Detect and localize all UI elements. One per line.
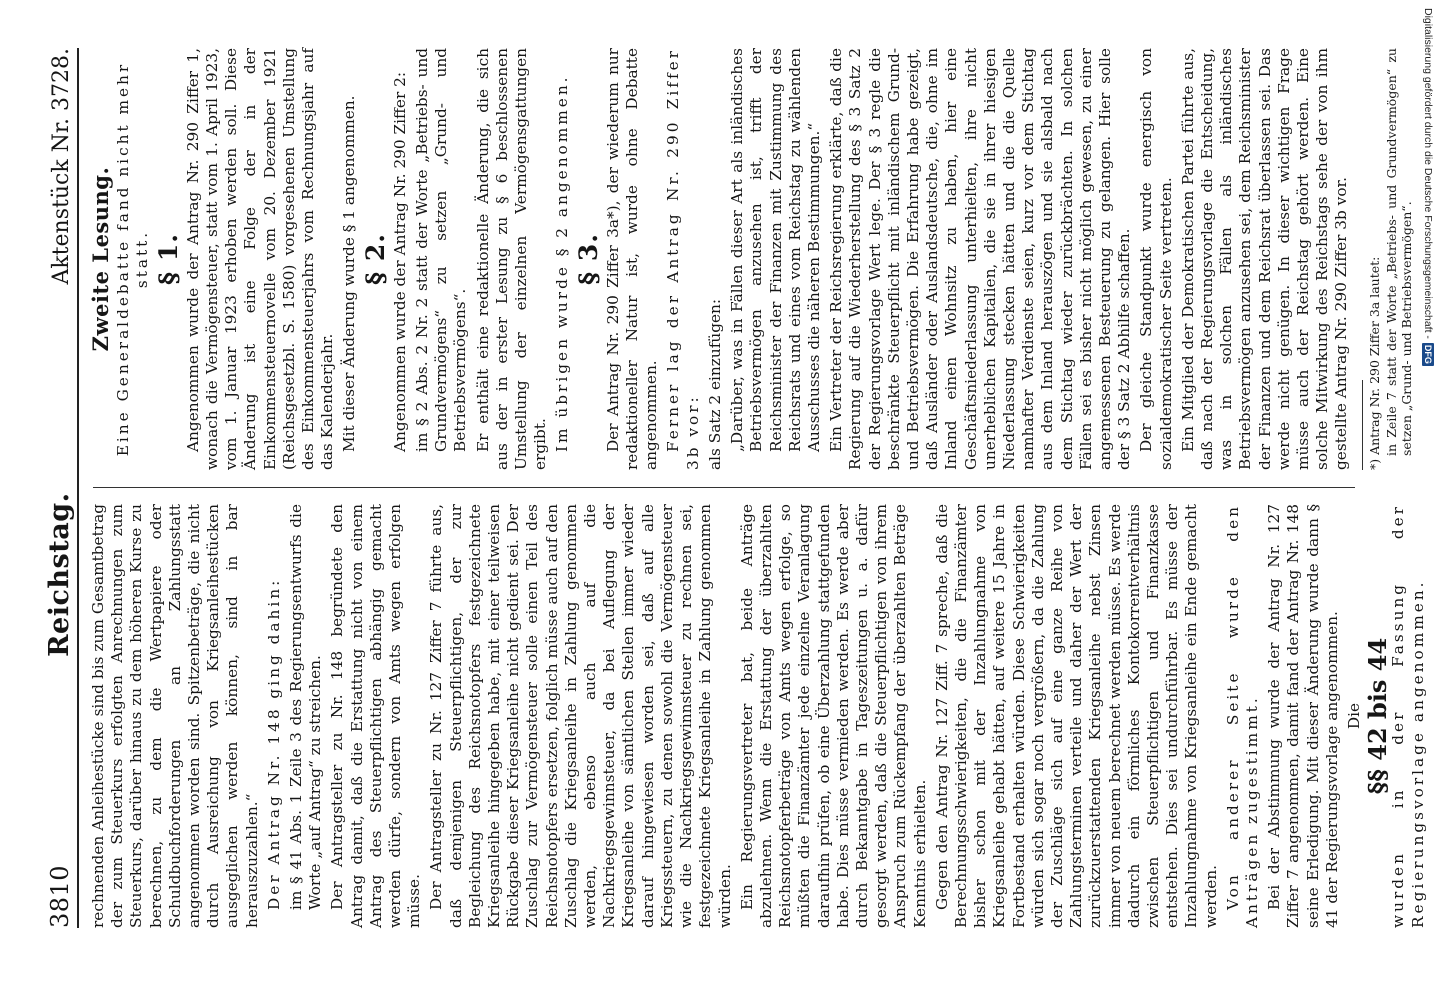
footnote-line: *) Antrag Nr. 290 Ziffer 3a lautet: — [1366, 256, 1382, 470]
running-title: Reichstag. — [44, 492, 75, 657]
paragraph: Im übrigen wurde § 2 angenommen. — [553, 74, 572, 452]
paragraph: Angenommen wurde der Antrag Nr. 290 Ziffer 2: — [390, 71, 409, 452]
digitization-text: Digitalisierung gefördert durch die Deutsche Forschungsgemeinschaft - — [1422, 8, 1434, 339]
digitization-note — [1412, 0, 1434, 1000]
paragraph: Ferner lag der Antrag Nr. 290 Ziffer 3b vor: — [664, 48, 702, 470]
page-header — [44, 48, 79, 928]
motion-quote: im § 2 Abs. 2 Nr. 2 statt der Worte „Betriebs- und Grundvermögens“ zu setzen „Grund- und Betriebsvermögens“. — [413, 48, 470, 452]
paragraph: als Satz 2 einzufügen: — [705, 298, 724, 470]
left-column — [89, 488, 1427, 928]
section-heading: §§ 42 bis 44 — [1363, 637, 1393, 795]
paragraph: Eine Generaldebatte fand nicht mehr statt. — [114, 61, 152, 457]
section-heading: § 3. — [573, 233, 603, 285]
footnote-separator — [1362, 380, 1363, 470]
paragraph: Der Antrag Nr. 148 ging dahin: — [264, 577, 283, 910]
page-number: 3810 — [46, 864, 74, 928]
section-heading: § 2. — [360, 233, 390, 285]
reading-title: Zweite Lesung. — [88, 166, 113, 352]
motion-quote: „Darüber, was in Fällen dieser Art als inländisches Betriebsvermögen anzusehen ist, trifft der Reichsminister der Finanzen mit Zustimmung des Reichsrats und eines vom Reichstag zu wählenden Ausschusses die näheren Bestimmungen.“ — [728, 48, 823, 452]
paragraph: Ein Mitglied der Demokratischen Partei führte aus, daß nach der Regierungsvorlage die Entscheidung, was in solchen Fällen als inländisches Betriebsvermögen anzusehen sei, dem Reichsminister der Finanzen und dem Reichsrat überlassen sei. Das werde nicht genügen. In dieser wichtigen Frage müsse auch der Reichstag gehört werden. Eine solche Mitwirkung des Reichstags sehe der von ihm gestellte Antrag Nr. 290 Ziffer 3b vor. — [1178, 48, 1351, 470]
motion-quote: im § 41 Abs. 1 Zeile 3 des Regierungsentwurfs die Worte „auf Antrag“ zu streichen. — [287, 504, 325, 910]
paragraph: Der Antragsteller zu Nr. 148 begründete den Antrag damit, daß die Erstattung nicht von einem Antrag des Steuerpflichtigen abhängig gemacht werden dürfe, sondern von Amts wegen erfolgen müsse. — [328, 504, 424, 928]
paragraph: Mit dieser Änderung wurde § 1 angenommen. — [340, 95, 359, 452]
paragraph: Ein Vertreter der Reichsregierung erklärte, daß die Regierung auf die Wiederherstellung des § 3 Satz 2 der Regierungsvorlage Wert lege. Der § 3 regle die beschränkte Steuerpflicht mit inländischem Grund- und Betriebsvermögen. Die Erfahrung habe gezeigt, daß Ausländer oder Auslandsdeutsche, die, ohne im Inland einen Wohnsitz zu haben, hier eine Geschäftsniederlassung unterhielten, ihre nicht unerheblichen Kapitalien, die sie in ihrer hiesigen Niederlassung stecken hätten und die die Quelle namhafter Verdienste seien, kurz vor dem Stichtag aus dem Inland herauszögen und sie alsbald nach dem Stichtag wieder zurückbrächten. In solchen Fällen sei es bisher nicht möglich gewesen, zu einer angemessenen Besteuerung zu gelangen. Hier solle der § 3 Satz 2 Abhilfe schaffen. — [827, 48, 1134, 470]
dfg-logo: DFG — [1423, 344, 1433, 364]
paragraph: Bei der Abstimmung wurde der Antrag Nr. 127 Ziffer 7 angenommen, damit fand der Antrag Nr. 148 seine Erledigung. Mit dieser Änderung wurde dann § 41 der Regierungsvorlage angenommen. — [1265, 504, 1341, 928]
text-columns — [88, 48, 1427, 928]
paragraph: Die — [1345, 702, 1363, 730]
paragraph: wurden in der Fassung der Regierungsvorlage angenommen. — [1389, 504, 1427, 928]
paragraph: Der gleiche Standpunkt wurde energisch von sozialdemokratischer Seite vertreten. — [1137, 48, 1175, 470]
paragraph: Ein Regierungsvertreter bat, beide Anträge abzulehnen. Wenn die Erstattung der überzahlten Reichsnotopferbeträge von Amts wegen erfolge, so müßten die Finanzämter jede einzelne Veranlagung daraufhin prüfen, ob eine Überzahlung stattgefunden habe. Dies müsse vermieden werden. Es werde aber durch Bekanntgabe in Tageszeitungen u. a. dafür gesorgt werden, daß die Steuerpflichtigen von ihrem Anspruch zum Rückempfang der überzahlten Beträge Kenntnis erhielten. — [737, 504, 929, 928]
paragraph: Der Antragsteller zu Nr. 127 Ziffer 7 führte aus, daß demjenigen Steuerpflichtigen, der zur Begleichung des Reichsnotopfers festgezeichnete Kriegsanleihe hingegeben habe, mit einer teilweisen Rückgabe dieser Kriegsanleihe nicht gedient sei. Der Zuschlag zur Vermögensteuer solle einen Teil des Reichsnotopfers ersetzen, folglich müsse auch auf den Zuschlag die Kriegsanleihe in Zahlung genommen werden, ebenso auch auf die Nachkriegsgewinnsteuer, da bei Auflegung der Kriegsanleihe von sämtlichen Stellen immer wieder darauf hingewiesen worden sei, daß auf alle Kriegssteuern, zu denen sowohl die Vermögensteuer wie die Nachkriegsgewinnsteuer zu rechnen sei, festgezeichnete Kriegsanleihe in Zahlung genommen würden. — [427, 504, 734, 928]
section-heading: § 1. — [153, 233, 183, 285]
paragraph: Angenommen wurde der Antrag Nr. 290 Ziffer 1, wonach die Vermögensteuer, statt vom 1. April 1923, vom 1. Januar 1923 erhoben werden soll. Diese Änderung ist eine Folge der in der Einkommensteuernovelle vom 20. Dezember 1921 (Reichsgesetzbl. S. 1580) vorgesehenen Umstellung des Einkommensteuerjahrs vom Rechnungsjahr auf das Kalenderjahr. — [183, 48, 337, 470]
column-divider — [93, 487, 1355, 488]
footnote-line: in Zeile 7 statt der Worte „Betriebs- und Grundvermögen“ zu setzen „Grund- und Betriebsvermögen“. — [1383, 48, 1414, 456]
right-column — [88, 48, 1414, 488]
paragraph: rechnenden Anleihestücke sind bis zum Gesamtbetrag der zum Steuerkurs erfolgten Anrechnungen zum Steuerkurs, darüber hinaus zu dem höheren Kurse zu berechnen, zu dem die Wertpapiere oder Schuldbuchforderungen an Zahlungsstatt angenommen worden sind. Spitzenbeträge, die nicht durch Ausreichung von Kriegsanleihestücken ausgeglichen werden können, sind in bar herauszuzahlen.“ — [89, 504, 261, 928]
paragraph: Gegen den Antrag Nr. 127 Ziff. 7 spreche, daß die Berechnungsschwierigkeiten, die die Finanzämter bisher schon mit der Inzahlungnahme von Kriegsanleihe gehabt hätten, auf weitere 15 Jahre in Fortbestand erhalten würden. Diese Schwierigkeiten würden sich sogar noch vergrößern, da die Zahlung der Zuschläge sich auf eine ganze Reihe von Zahlungsterminen verteile und daher der Wert der zurückzuerstattenden Kriegsanleihe nebst Zinsen immer von neuem berechnet werden müsse. Es werde dadurch ein förmliches Kontokorrentverhältnis zwischen Steuerpflichtigen und Finanzkasse entstehen. Dies sei undurchführbar. Es müsse der Inzahlungnahme von Kriegsanleihe ein Ende gemacht werden. — [932, 504, 1220, 928]
paragraph: Der Antrag Nr. 290 Ziffer 3a*), der wiederum nur redaktioneller Natur ist, wurde ohne Debatte angenommen. — [603, 48, 661, 470]
paragraph: Von anderer Seite wurde den Anträgen zugestimmt. — [1223, 504, 1261, 928]
paragraph: Er enthält eine redaktionelle Änderung, die sich aus der in erster Lesung zu § 6 beschlossenen Umstellung der einzelnen Vermögensgattungen ergibt. — [473, 48, 550, 470]
footnote — [1367, 48, 1414, 470]
document-reference: Aktenstück Nr. 3728. — [49, 48, 74, 285]
